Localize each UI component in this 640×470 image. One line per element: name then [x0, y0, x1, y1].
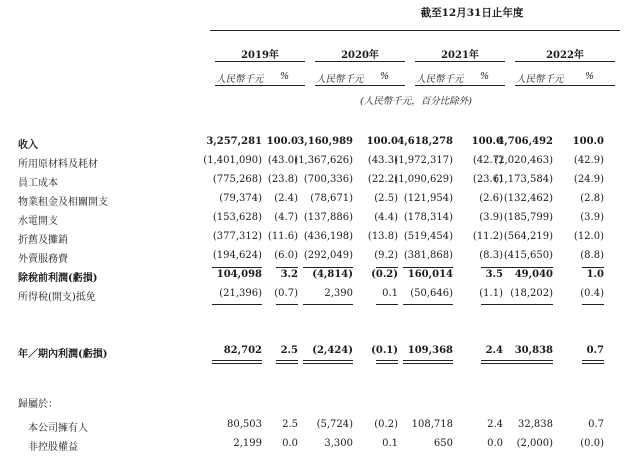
row-2-value-0: (775,268)	[212, 174, 262, 185]
attrib-1-value-5: 0.0	[487, 438, 503, 449]
row-1-value-3: (43.3)	[367, 155, 398, 166]
year-rule-2022	[515, 61, 615, 62]
row-6-value-7: (8.8)	[580, 250, 604, 261]
subtotal-rule-6	[503, 267, 553, 268]
row-5-value-5: (11.2)	[472, 231, 503, 242]
row-4-value-7: (3.9)	[580, 212, 604, 223]
attrib-1-value-1: 0.0	[282, 438, 298, 449]
attrib-0-value-4: 108,718	[411, 419, 453, 430]
row-6-value-2: (292,049)	[303, 250, 353, 261]
row-label-0: 收入	[18, 140, 38, 151]
attrib-label-1: 非控股權益	[28, 442, 78, 453]
row-0-value-2: 3,160,989	[297, 136, 353, 147]
row-0-value-4: 4,618,278	[397, 136, 453, 147]
row-4-value-0: (153,628)	[212, 212, 262, 223]
row-1-value-7: (42.9)	[573, 155, 604, 166]
net-profit-double-rule-6	[503, 360, 553, 364]
row-7-value-6: 49,040	[514, 269, 553, 280]
row-4-value-2: (137,886)	[303, 212, 353, 223]
tax-rule-3	[376, 304, 398, 305]
row-3-value-3: (2.5)	[374, 193, 398, 204]
tax-rule-7	[582, 304, 604, 305]
row-7-value-1: 3.2	[280, 269, 298, 280]
unit-percent-2020: %	[380, 71, 390, 82]
tax-rule-1	[276, 304, 298, 305]
net-profit-value-3: (0.1)	[371, 345, 398, 356]
year-header-2020: 2020年	[341, 50, 379, 61]
row-5-value-2: (436,198)	[303, 231, 353, 242]
row-1-value-1: (43.0)	[267, 155, 298, 166]
row-6-value-6: (415,650)	[503, 250, 553, 261]
row-3-value-2: (78,671)	[310, 193, 353, 204]
row-5-value-0: (377,312)	[212, 231, 262, 242]
row-6-value-3: (9.2)	[374, 250, 398, 261]
unit-rule-2021	[415, 85, 505, 86]
unit-rule-2019	[215, 85, 305, 86]
attrib-0-value-6: 32,838	[518, 419, 553, 430]
attribution-label: 歸屬於：	[18, 399, 58, 410]
attrib-0-value-5: 2.4	[487, 419, 503, 430]
row-2-value-3: (22.2)	[367, 174, 398, 185]
subtotal-rule-4	[403, 267, 453, 268]
row-3-value-4: (121,954)	[403, 193, 453, 204]
row-2-value-6: (1,173,584)	[494, 174, 553, 185]
row-4-value-3: (4.4)	[374, 212, 398, 223]
row-6-value-1: (6.0)	[274, 250, 298, 261]
year-rule-2019	[215, 61, 305, 62]
tax-rule-0	[212, 304, 262, 305]
row-7-value-7: 1.0	[586, 269, 604, 280]
row-3-value-7: (2.8)	[580, 193, 604, 204]
unit-amount-2021: 人民幣千元	[416, 74, 464, 85]
row-label-8: 所得稅(開支)抵免	[18, 292, 96, 303]
net-profit-double-rule-4	[403, 360, 453, 364]
row-0-value-7: 100.0	[572, 136, 604, 147]
net-profit-value-0: 82,702	[223, 345, 262, 356]
row-label-3: 物業租金及相關開支	[18, 197, 108, 208]
net-profit-value-5: 2.4	[485, 345, 503, 356]
row-1-value-4: (1,972,317)	[394, 155, 453, 166]
row-8-value-1: (0.7)	[274, 288, 298, 299]
attrib-1-value-3: 0.1	[382, 438, 398, 449]
net-profit-double-rule-5	[481, 360, 503, 364]
net-profit-double-rule-1	[276, 360, 298, 364]
tax-rule-2	[303, 304, 353, 305]
year-rule-2020	[315, 61, 405, 62]
row-2-value-2: (700,336)	[303, 174, 353, 185]
net-profit-double-rule-7	[582, 360, 604, 364]
row-0-value-5: 100.0	[471, 136, 503, 147]
attrib-label-0: 本公司擁有人	[28, 423, 88, 434]
row-4-value-4: (178,314)	[403, 212, 453, 223]
attrib-0-value-2: (5,724)	[316, 419, 353, 430]
row-8-value-5: (1.1)	[479, 288, 503, 299]
row-7-value-3: (0.2)	[371, 269, 398, 280]
subtotal-rule-7	[582, 267, 604, 268]
row-2-value-1: (23.8)	[267, 174, 298, 185]
row-8-value-7: (0.4)	[580, 288, 604, 299]
row-0-value-0: 3,257,281	[206, 136, 262, 147]
row-5-value-7: (12.0)	[573, 231, 604, 242]
subtotal-rule-5	[481, 267, 503, 268]
net-profit-value-1: 2.5	[280, 345, 298, 356]
year-header-2021: 2021年	[441, 50, 479, 61]
row-5-value-6: (564,219)	[503, 231, 553, 242]
period-header: 截至12月31日止年度	[420, 7, 524, 19]
unit-percent-2019: %	[280, 71, 290, 82]
year-header-2019: 2019年	[241, 50, 279, 61]
net-profit-value-6: 30,838	[514, 345, 553, 356]
attrib-0-value-7: 0.7	[588, 419, 604, 430]
row-4-value-6: (185,799)	[503, 212, 553, 223]
row-2-value-5: (23.6)	[472, 174, 503, 185]
net-profit-double-rule-0	[212, 360, 262, 364]
unit-rule-2020	[315, 85, 405, 86]
row-3-value-5: (2.6)	[479, 193, 503, 204]
row-label-7: 除稅前利潤(虧損)	[18, 273, 98, 284]
row-1-value-0: (1,401,090)	[203, 155, 262, 166]
row-4-value-5: (3.9)	[479, 212, 503, 223]
row-8-value-6: (18,202)	[510, 288, 553, 299]
row-7-value-2: (4,814)	[312, 269, 353, 280]
attrib-1-value-6: (2,000)	[516, 438, 553, 449]
row-3-value-0: (79,374)	[219, 193, 262, 204]
tax-rule-6	[503, 304, 553, 305]
attrib-1-value-4: 650	[433, 438, 453, 449]
row-1-value-2: (1,367,626)	[294, 155, 353, 166]
row-7-value-0: 104,098	[216, 269, 262, 280]
attrib-0-value-1: 2.5	[282, 419, 298, 430]
year-header-2022: 2022年	[546, 50, 584, 61]
unit-note: (人民幣千元，百分比除外)	[360, 96, 472, 107]
attrib-1-value-7: (0.0)	[580, 438, 604, 449]
row-6-value-5: (8.3)	[479, 250, 503, 261]
subtotal-rule-3	[376, 267, 398, 268]
row-7-value-4: 160,014	[407, 269, 453, 280]
unit-amount-2019: 人民幣千元	[216, 74, 264, 85]
tax-rule-4	[403, 304, 453, 305]
subtotal-rule-2	[303, 267, 353, 268]
row-5-value-1: (11.6)	[267, 231, 298, 242]
row-6-value-4: (381,868)	[403, 250, 453, 261]
row-2-value-4: (1,090,629)	[394, 174, 453, 185]
row-8-value-2: 2,390	[324, 288, 353, 299]
row-8-value-0: (21,396)	[219, 288, 262, 299]
row-label-5: 折舊及攤銷	[18, 235, 68, 246]
unit-amount-2020: 人民幣千元	[316, 74, 364, 85]
row-5-value-4: (519,454)	[403, 231, 453, 242]
row-label-2: 員工成本	[18, 178, 58, 189]
net-profit-double-rule-2	[303, 360, 353, 364]
attrib-0-value-3: (0.2)	[374, 419, 398, 430]
tax-rule-5	[481, 304, 503, 305]
row-1-value-6: (2,020,463)	[494, 155, 553, 166]
row-3-value-6: (132,462)	[503, 193, 553, 204]
row-8-value-3: 0.1	[382, 288, 398, 299]
row-3-value-1: (2.4)	[274, 193, 298, 204]
row-4-value-1: (4.7)	[274, 212, 298, 223]
row-label-1: 所用原材料及耗材	[18, 159, 98, 170]
unit-amount-2022: 人民幣千元	[516, 74, 564, 85]
row-2-value-7: (24.9)	[573, 174, 604, 185]
row-7-value-5: 3.5	[485, 269, 503, 280]
net-profit-value-2: (2,424)	[312, 345, 353, 356]
unit-percent-2021: %	[480, 71, 490, 82]
attrib-1-value-0: 2,199	[233, 438, 262, 449]
row-0-value-3: 100.0	[366, 136, 398, 147]
row-5-value-3: (13.8)	[367, 231, 398, 242]
year-rule-2021	[415, 61, 505, 62]
unit-rule-2022	[515, 85, 615, 86]
net-profit-value-4: 109,368	[407, 345, 453, 356]
attrib-0-value-0: 80,503	[227, 419, 262, 430]
net-profit-label: 年／期內利潤(虧損)	[18, 349, 108, 360]
row-0-value-6: 4,706,492	[497, 136, 553, 147]
row-6-value-0: (194,624)	[212, 250, 262, 261]
net-profit-double-rule-3	[376, 360, 398, 364]
subtotal-rule-1	[276, 267, 298, 268]
attrib-1-value-2: 3,300	[324, 438, 353, 449]
header-rule	[210, 30, 620, 31]
row-1-value-5: (42.7)	[472, 155, 503, 166]
net-profit-value-7: 0.7	[586, 345, 604, 356]
row-label-4: 水電開支	[18, 216, 58, 227]
subtotal-rule-0	[212, 267, 262, 268]
unit-percent-2022: %	[585, 71, 595, 82]
row-label-6: 外賣服務費	[18, 254, 68, 265]
row-8-value-4: (50,646)	[410, 288, 453, 299]
row-0-value-1: 100.0	[266, 136, 298, 147]
